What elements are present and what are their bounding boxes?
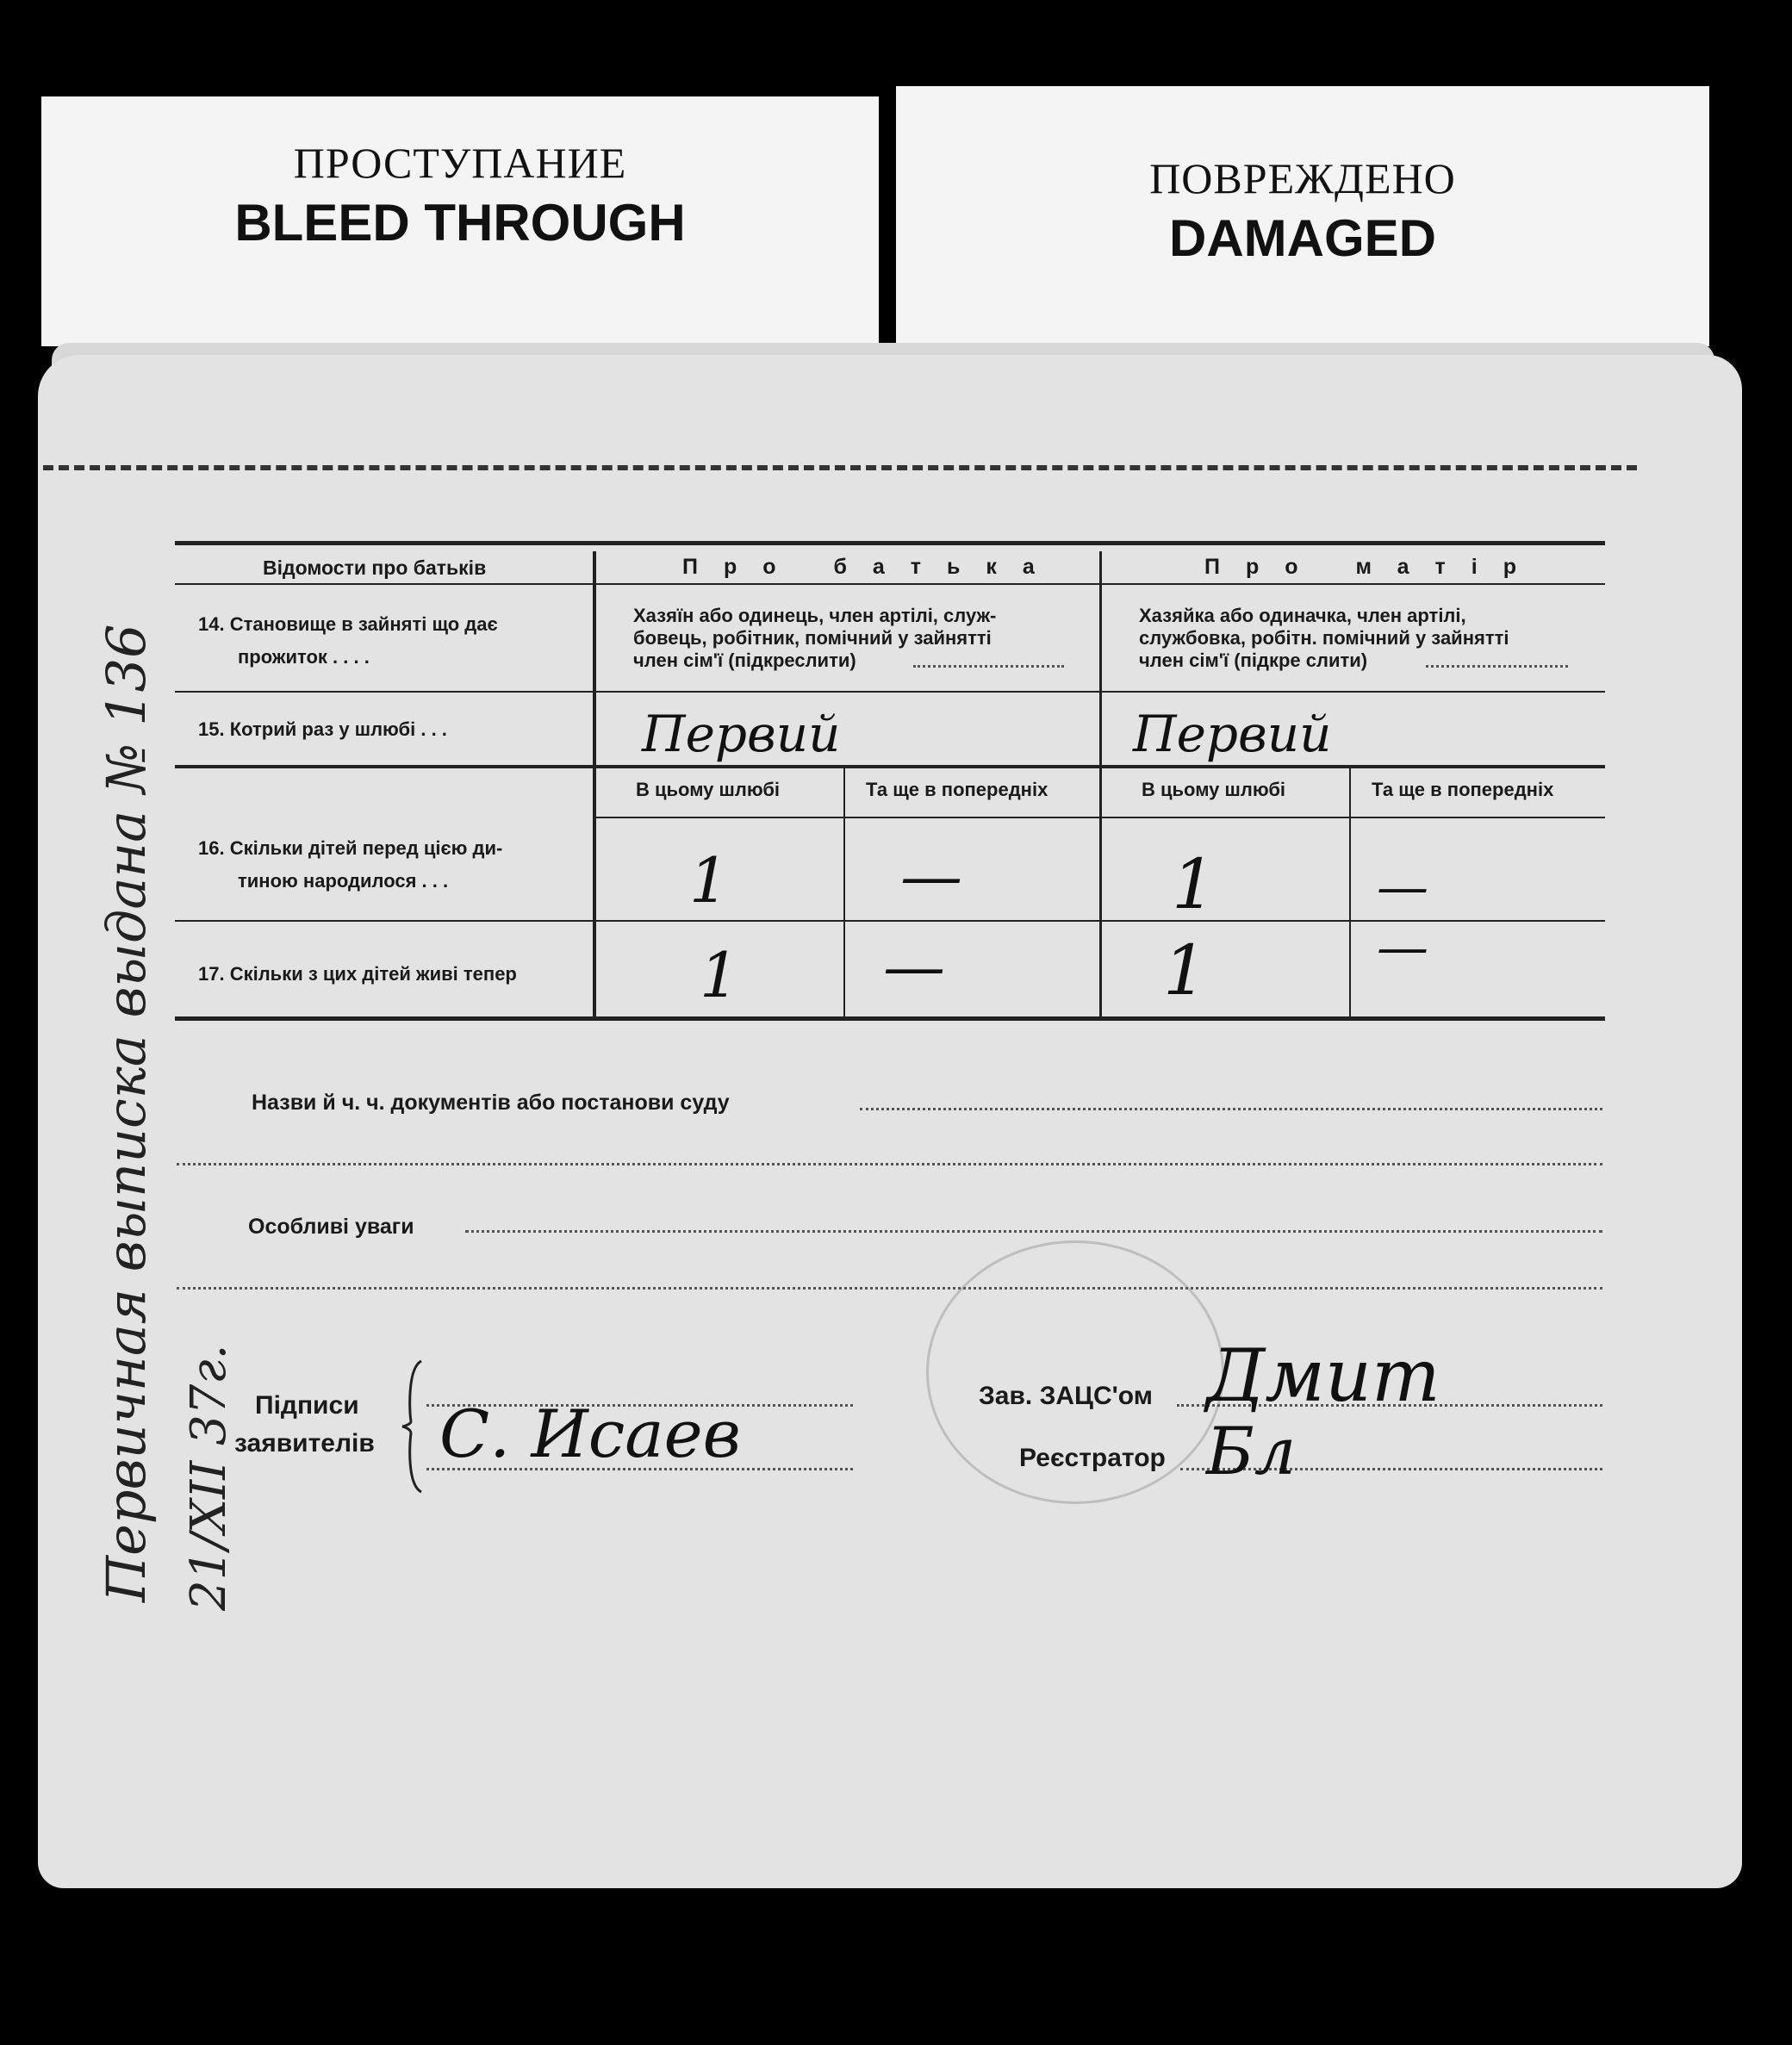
registrar-signature: Бл bbox=[1206, 1413, 1297, 1489]
col-divider-2 bbox=[1099, 551, 1102, 1018]
row14-mother-dots bbox=[1426, 665, 1568, 668]
row16-mother-prev: — bbox=[1377, 857, 1428, 917]
row16-label-line2: тиною народилося . . . bbox=[238, 870, 449, 892]
row17-father-prev: — bbox=[883, 930, 945, 1003]
row14-father-line2: бовець, робітник, помічний у зайнятті bbox=[633, 627, 992, 649]
row14-father-line1: Хазяїн або одинець, член артілі, служ- bbox=[633, 605, 997, 626]
notes-label: Особливі уваги bbox=[248, 1215, 414, 1239]
header-about-mother: Про матір bbox=[1204, 555, 1542, 579]
row16-father-this: 1 bbox=[689, 844, 729, 917]
perforation-line bbox=[43, 465, 1637, 470]
subheader-father-previous: Та ще в попередніх bbox=[866, 779, 1048, 800]
header-about-father: Про батька bbox=[682, 555, 1061, 579]
row16-label-line1: 16. Скільки дітей перед цією ди- bbox=[198, 837, 503, 859]
row14-mother-line3: член сім'ї (підкре слити) bbox=[1139, 650, 1368, 671]
document-page bbox=[38, 355, 1742, 1888]
damaged-label bbox=[896, 86, 1709, 346]
row14-father-line3: член сім'ї (підкреслити) bbox=[633, 650, 856, 671]
row17-label: 17. Скільки з цих дітей живі тепер bbox=[198, 963, 517, 985]
applicants-label-line1: Підписи bbox=[255, 1391, 359, 1420]
col-divider-1 bbox=[593, 551, 596, 1018]
header-parents-info: Відомости про батьків bbox=[263, 556, 487, 579]
documents-dots-line2 bbox=[177, 1163, 1602, 1165]
row16-mother-this: 1 bbox=[1172, 844, 1216, 924]
registrar-label: Реєстратор bbox=[1019, 1444, 1166, 1472]
row17-mother-prev: — bbox=[1377, 917, 1428, 978]
row15-mother-value: Первий bbox=[1133, 705, 1332, 763]
row17-father-this: 1 bbox=[700, 939, 739, 1011]
subheader-mother-this-marriage: В цьому шлюбі bbox=[1142, 779, 1286, 800]
subheader-mother-previous: Та ще в попередніх bbox=[1372, 779, 1554, 800]
bleed-through-label bbox=[41, 96, 879, 346]
damaged-ru: ПОВРЕЖДЕНО bbox=[1149, 154, 1456, 202]
notes-dots-line1 bbox=[465, 1230, 1602, 1233]
bleed-through-en: BLEED THROUGH bbox=[234, 194, 686, 252]
bleed-through-ru: ПРОСТУПАНИЕ bbox=[293, 139, 627, 187]
applicants-brace bbox=[401, 1359, 426, 1494]
table-header-divider bbox=[175, 583, 1605, 585]
row14-divider bbox=[175, 691, 1605, 693]
row16-father-prev: — bbox=[900, 840, 962, 912]
col-divider-mother bbox=[1349, 767, 1351, 1018]
table-bottom-border bbox=[175, 1016, 1605, 1021]
damaged-en: DAMAGED bbox=[1169, 209, 1436, 267]
head-of-zags-label: Зав. ЗАЦС'ом bbox=[979, 1382, 1153, 1410]
col-divider-father bbox=[843, 767, 845, 1018]
row15-father-value: Первий bbox=[642, 705, 841, 763]
row14-father-dots bbox=[913, 665, 1064, 668]
head-signature: Дмит bbox=[1206, 1333, 1440, 1418]
documents-label: Назви й ч. ч. документів або постанови суду bbox=[252, 1091, 730, 1115]
row14-label-line2: прожиток . . . . bbox=[238, 646, 370, 668]
row15-divider bbox=[175, 765, 1605, 768]
applicants-label-line2: заявителів bbox=[234, 1429, 375, 1458]
table-top-border bbox=[175, 541, 1605, 545]
row14-mother-line1: Хазяйка або одиначка, член артілі, bbox=[1139, 605, 1466, 626]
documents-dots-line1 bbox=[860, 1108, 1602, 1110]
margin-note: Первичная выписка выдана № 136 bbox=[95, 624, 158, 1602]
row14-mother-line2: службовка, робітн. помічний у зайнятті bbox=[1139, 627, 1509, 649]
row14-label-line1: 14. Становище в зайняті що дає bbox=[198, 613, 498, 635]
notes-dots-line2 bbox=[177, 1287, 1602, 1290]
subheader-father-this-marriage: В цьому шлюбі bbox=[636, 779, 781, 800]
row15-label: 15. Котрий раз у шлюбі . . . bbox=[198, 718, 447, 740]
applicant-signature: С. Исаев bbox=[439, 1395, 741, 1472]
margin-date: 21/XII 37г. bbox=[181, 1344, 237, 1611]
row17-mother-this: 1 bbox=[1163, 930, 1207, 1010]
